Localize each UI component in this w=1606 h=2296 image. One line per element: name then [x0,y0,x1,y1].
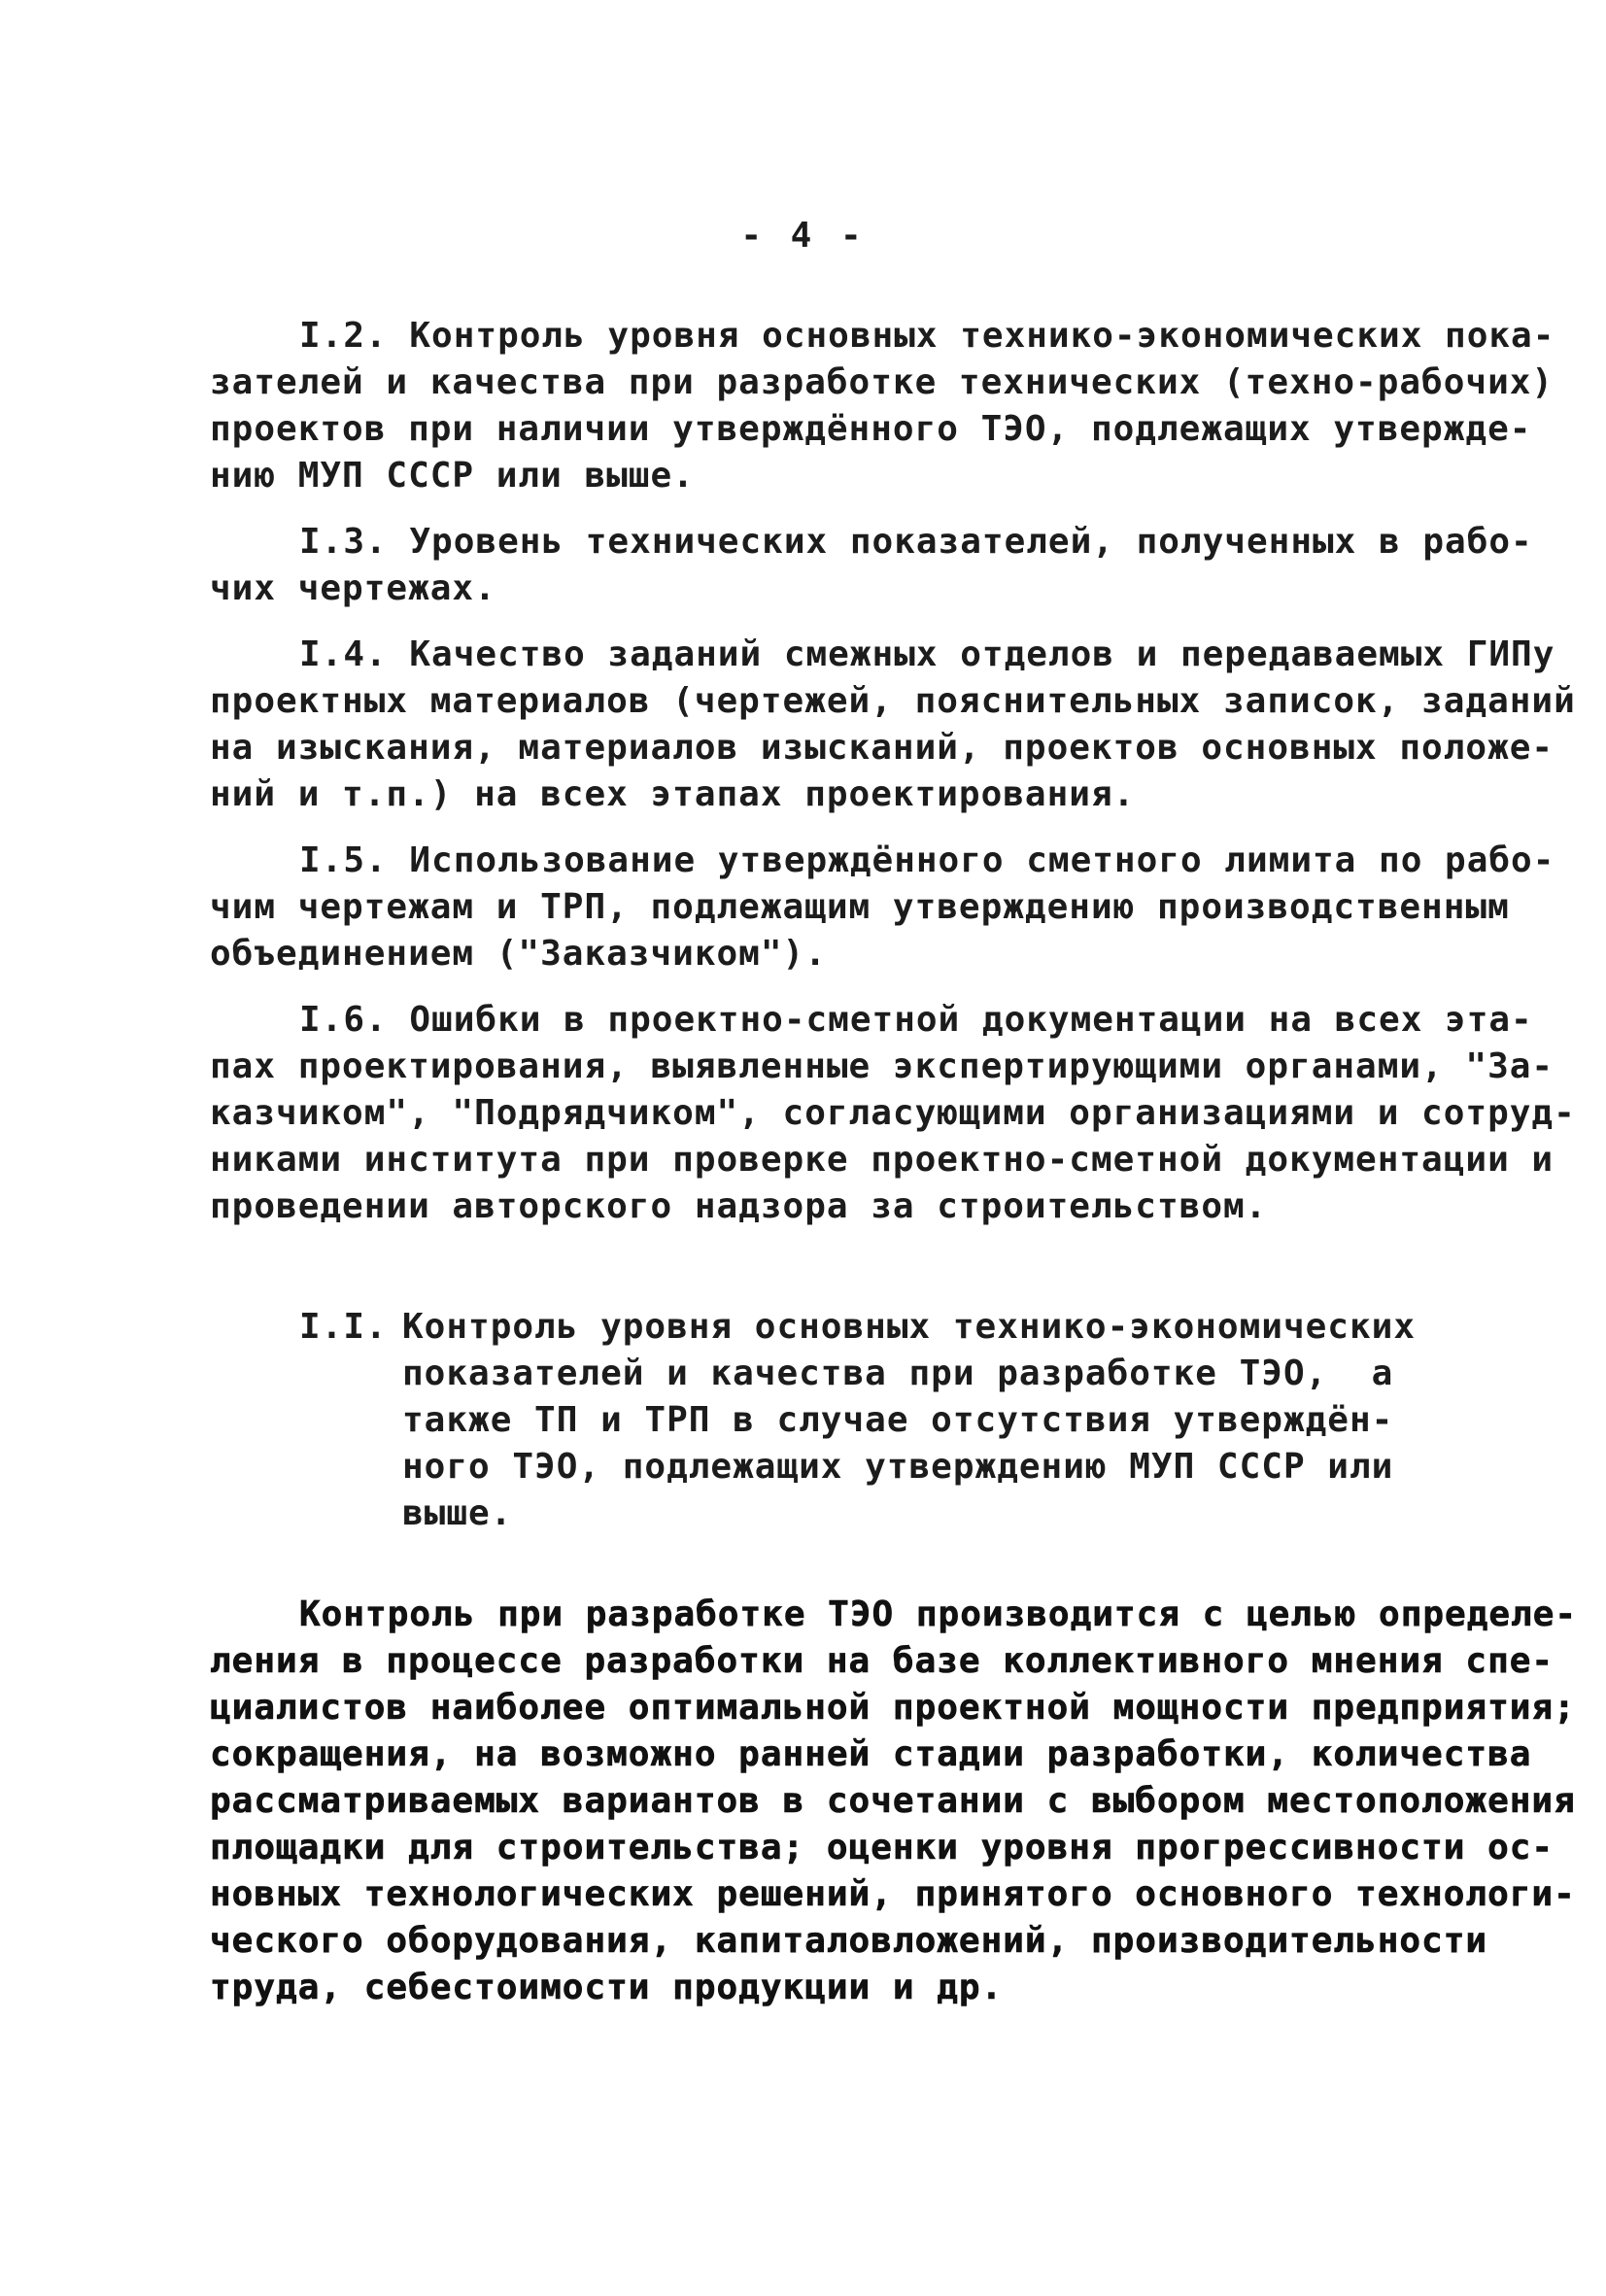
body-paragraph-line: ческого оборудования, капиталовложений, производительности [210,1921,1488,1961]
item-1-6-line: пах проектирования, выявленные экспертирующими органами, "За- [210,1046,1555,1086]
item-1-4-line: проектных материалов (чертежей, пояснительных записок, заданий [210,681,1576,721]
item-1-2-line: проектов при наличии утверждённого ТЭО, подлежащих утвержде- [210,409,1532,449]
section-heading-line: ного ТЭО, подлежащих утверждению МУП СССР или [402,1447,1394,1487]
body-paragraph-line: ления в процессе разработки на базе коллективного мнения спе- [210,1641,1555,1681]
body-paragraph-line: сокращения, на возможно ранней стадии разработки, количества [210,1734,1532,1774]
item-1-6-line: I.6. Ошибки в проектно-сметной документации на всех эта- [299,1000,1533,1040]
item-1-5-line: чим чертежам и ТРП, подлежащим утверждению производственным [210,887,1510,927]
body-paragraph-line: новных технологических решений, принятого основного технологи- [210,1874,1576,1914]
item-1-5-line: I.5. Использование утверждённого сметного лимита по рабо- [299,840,1555,880]
body-paragraph-line: циалистов наиболее оптимальной проектной мощности предприятия; [210,1688,1576,1728]
item-1-6-line: проведении авторского надзора за строительством. [210,1186,1268,1226]
item-1-4-line: ний и т.п.) на всех этапах проектирования. [210,774,1136,814]
body-paragraph-line: труда, себестоимости продукции и др. [210,1968,1004,2007]
section-heading-line: выше. [402,1493,513,1533]
item-1-4-line: на изыскания, материалов изысканий, проектов основных положе- [210,728,1555,768]
item-1-6-line: казчиком", "Подрядчиком", согласующими организациями и сотруд- [210,1093,1576,1133]
body-paragraph-line: Контроль при разработке ТЭО производится с целью определе- [299,1594,1578,1634]
section-heading-line: показателей и качества при разработке ТЭО, а [402,1354,1394,1393]
item-1-5-line: объединением ("Заказчиком"). [210,934,827,974]
section-heading-line: также ТП и ТРП в случае отсутствия утверждён- [402,1400,1394,1440]
item-1-2-line: зателей и качества при разработке технических (техно-рабочих) [210,362,1555,402]
body-paragraph-line: рассматриваемых вариантов в сочетании с выбором местоположения [210,1781,1576,1821]
item-1-2-line: нию МУП СССР или выше. [210,456,695,496]
item-1-4-line: I.4. Качество заданий смежных отделов и передаваемых ГИПу [299,634,1555,674]
section-heading-number: I.I. [299,1307,388,1347]
item-1-3-line: чих чертежах. [210,568,496,608]
body-paragraph-line: площадки для строительства; оценки уровня прогрессивности ос- [210,1828,1555,1868]
section-heading-line: Контроль уровня основных технико-экономических [402,1307,1416,1347]
page-number: - 4 - [740,216,866,256]
item-1-2-line: I.2. Контроль уровня основных технико-экономических пока- [299,316,1555,356]
item-1-6-line: никами института при проверке проектно-сметной документации и [210,1140,1555,1180]
item-1-3-line: I.3. Уровень технических показателей, полученных в рабо- [299,522,1533,562]
